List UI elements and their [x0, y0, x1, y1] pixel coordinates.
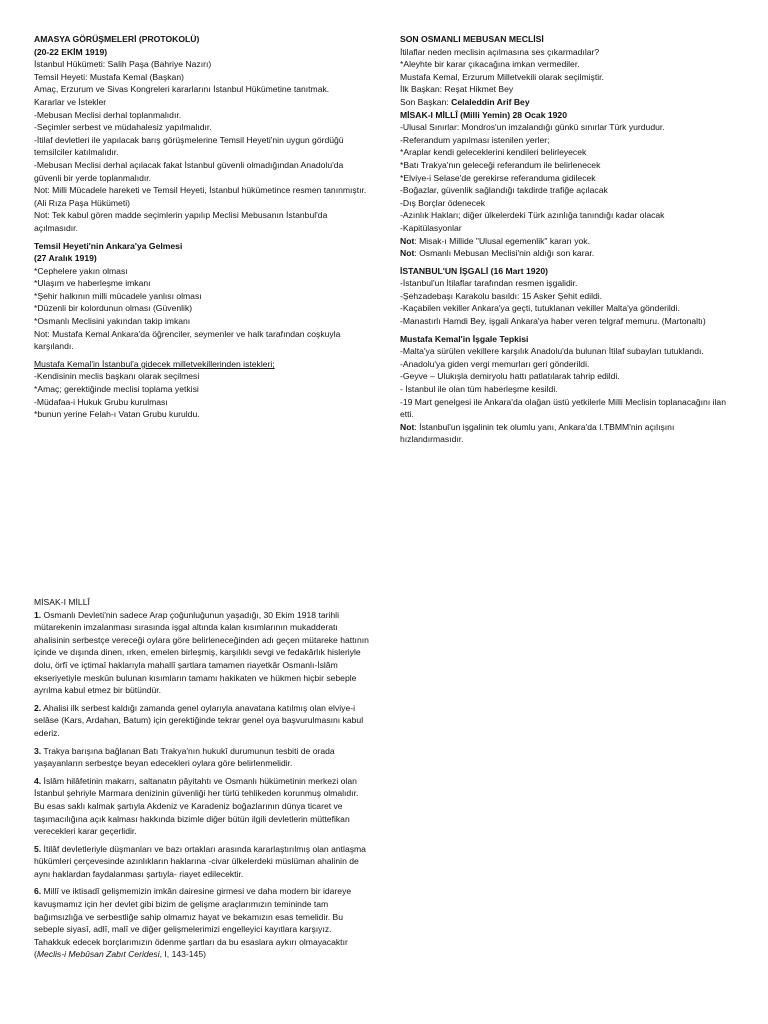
amasya-line: Kararlar ve İstekler	[34, 96, 107, 107]
misak-yemin-note	[400, 247, 740, 260]
article-number: 4.	[34, 775, 42, 786]
misak-article	[34, 775, 370, 838]
misak-yemin-line: -Kapitülasyonlar	[400, 222, 462, 233]
istekler-line: -Kendisinin meclis başkanı olarak seçilmesi	[34, 371, 200, 382]
misak-article	[34, 843, 370, 881]
temsil-line: *Şehir halkının milli mücadele yanlısı olması	[34, 290, 202, 301]
article-text: İtilâf devletleriyle düşmanları ve bazı ortakları arasında kararlaştırılmış olan antlaşma hükümleri çerçevesinde azınlıkların haklarına -civar ülkelerdeki müslüman ahalinin de aynı haklardan faydalanması şartıyla- riayet edilecektir.	[34, 843, 366, 879]
misak-yemin-line: -Referandum yapılması istenilen yerler;	[400, 134, 550, 145]
amasya-line: -Mebusan Meclisi derhal toplanmalıdır.	[34, 109, 182, 120]
tepki-title: Mustafa Kemal'in İşgale Tepkisi	[400, 333, 529, 344]
temsil-line: *Osmanlı Meclisini yakından takip imkanı	[34, 316, 191, 327]
amasya-date: (20-22 EKİM 1919)	[34, 46, 108, 57]
amasya-title: AMASYA GÖRÜŞMELERİ (PROTOKOLÜ)	[34, 34, 200, 44]
misak-text-title: MİSAK-I MİLLÎ	[34, 597, 90, 607]
meclis-last-name: Celaleddin Arif Bey	[451, 96, 530, 107]
article-number: 1.	[34, 609, 42, 620]
amasya-line: -İtilaf devletleri ile yapılacak barış görüşmelerine Temsil Heyeti'nin uygun gördüğü temsilciler katılmalıdır.	[34, 134, 344, 158]
isgal-line: -Şehzadebaşı Karakolu basıldı: 15 Asker Şehit edildi.	[400, 290, 603, 301]
article-number: 5.	[34, 843, 42, 854]
misak-article	[34, 702, 370, 740]
misak-yemin-line: *Batı Trakya'nın geleceği referandum ile belirlenecek	[400, 159, 601, 170]
meclis-last-prefix: Son Başkan:	[400, 96, 452, 107]
temsil-line: *Düzenli bir kolordunun olması (Güvenlik)	[34, 303, 193, 314]
misak-yemin-line: -Boğazlar, güvenlik sağlandığı takdirde trafiğe açılacak	[400, 185, 608, 196]
article-number: 2.	[34, 702, 42, 713]
misak-text-section	[34, 596, 370, 966]
misak-article	[34, 745, 370, 770]
istekler-title: Mustafa Kemal'in İstanbul'a gidecek milletvekillerinden istekleri;	[34, 358, 275, 369]
tepki-line: -Geyve – Ulukışla demiryolu hattı patlatılarak tahrip edildi.	[400, 371, 620, 382]
tepki-line: -19 Mart genelgesi ile Ankara'da olağan üstü yetkilerle Milli Meclisin toplanacağını ilan etti.	[400, 396, 726, 420]
tepki-section	[400, 333, 740, 446]
misak-yemin-title: MİSAK-I MİLLÎ (Milli Yemin) 28 Ocak 1920	[400, 109, 567, 120]
istekler-line: *bunun yerine Felah-ı Vatan Grubu kuruldu.	[34, 409, 200, 420]
istekler-line: -Müdafaa-i Hukuk Grubu kurulması	[34, 396, 168, 407]
istekler-line: *Amaç; gerektiğinde meclisi toplama yetkisi	[34, 384, 199, 395]
amasya-line: Temsil Heyeti: Mustafa Kemal (Başkan)	[34, 71, 184, 82]
note-text: : İstanbul'un işgalinin tek olumlu yanı, Ankara'da I.TBMM'nin açılışını hızlandırmasıdır.	[400, 421, 675, 445]
isgal-title: İSTANBUL'UN İŞGALİ (16 Mart 1920)	[400, 265, 549, 276]
temsil-line: Not: Mustafa Kemal Ankara'da öğrenciler, seymenler ve halk tarafından coşkuyla karşılandı.	[34, 328, 341, 352]
misak-yemin-line: -Azınlık Hakları; diğer ülkelerdeki Türk azınlığa tanındığı kadar olacak	[400, 210, 665, 221]
note-label: Not	[400, 421, 415, 432]
misak-yemin-line: -Dış Borçlar ödenecek	[400, 197, 486, 208]
meclis-title: SON OSMANLI MEBUSAN MECLİSİ	[400, 34, 544, 44]
amasya-line: Not: Milli Mücadele hareketi ve Temsil Heyeti, İstanbul hükümetince resmen tanınmıştır.	[34, 185, 367, 196]
source-rest: , I, 143-145)	[159, 949, 206, 960]
article-text: Ahalisi ilk serbest kaldığı zamanda genel oylarıyla anavatana katılmış olan elviye-i selâse (Kars, Ardahan, Batum) için gerektiğinde tekrar genel oya başvurulmasını kabul ederiz.	[34, 702, 364, 738]
article-number: 6.	[34, 886, 42, 897]
amasya-line: Not: Tek kabul gören madde seçimlerin yapılıp Meclisi Mebusanın İstanbul'da açılmasıdır.	[34, 210, 328, 233]
isgal-section	[400, 265, 740, 328]
amasya-line: Amaç, Erzurum ve Sivas Kongreleri kararlarını İstanbul Hükümetine tanıtmak.	[34, 84, 330, 95]
isgal-line: -İstanbul'un İtilaflar tarafından resmen işgalidir.	[400, 278, 578, 289]
article-text: İslâm hilâfetinin makarrı, saltanatın pâyitahtı ve Osmanlı hükümetinin merkezi olan İstanbul şehriyle Marmara denizinin güvenliği her türlü tehlikeden korunmuş olmalıdır. Bu esas saklı kalmak şartıyla Akdeniz ve Karadeniz boğazlarının dünya ticaret ve taşımacılığına açık kalması hakkında bizimle diğer bütün ilgili devletlerin müttefikan verecekleri karar geçerlidir.	[34, 775, 359, 837]
isgal-line: -Kaçabilen vekiller Ankara'ya geçti, tutuklanan vekiller Malta'ya gönderildi.	[400, 303, 680, 314]
amasya-line: (Ali Rıza Paşa Hükümeti)	[34, 197, 130, 208]
tepki-line: - İstanbul ile olan tüm haberleşme kesildi.	[400, 384, 558, 395]
source-open: (	[34, 949, 37, 960]
article-text: Osmanlı Devleti'nin sadece Arap çoğunluğunun yaşadığı, 30 Ekim 1918 tarihli mütarekenin imzalanması sırasında işgal altında kalan kısımlarının mukadderatı ahalisinin serbestçe vereceği oylara göre belirleneceğinden adı geçen mütareke hattının içinde ve dışında dinen, ırken, emelen birleşmiş, karşılıklı sevgi ve fedakârlık hisleriyle dolu, örfî ve içtimaî haklarıyla mahallî şartlara tamamen riayetkâr Osmanlı-İslâm ekseriyetiyle meskûn bulunan kısımların tamamı hakikaten ve hükmen hiçbir sebeple ayrılma kabul etmez bir bütündür.	[34, 609, 369, 696]
tepki-note	[400, 421, 740, 446]
meclis-last-president	[400, 96, 740, 109]
left-column	[34, 33, 370, 421]
misak-article	[34, 885, 370, 961]
article-number: 3.	[34, 745, 42, 756]
misak-yemin-section	[400, 109, 740, 260]
amasya-section	[34, 33, 370, 235]
note-text: : Osmanlı Mebusan Meclisi'nin aldığı son karar.	[414, 248, 595, 259]
misak-yemin-line: *Araplar kendi geleceklerini kendileri belirleyecek	[400, 147, 587, 158]
tepki-line: -Anadolu'ya giden vergi memurları geri gönderildi.	[400, 358, 590, 369]
misak-yemin-note	[400, 235, 740, 248]
amasya-line: -Seçimler serbest ve müdahalesiz yapılmalıdır.	[34, 122, 212, 133]
temsil-line: *Ulaşım ve haberleşme imkanı	[34, 278, 151, 289]
article-text: Trakya barışına bağlanan Batı Trakya'nın hukukî durumunun tesbiti de orada yaşayanların serbestçe beyan edecekleri oylara göre belirlenmelidir.	[34, 745, 335, 769]
note-label: Not	[400, 235, 415, 246]
note-text: : Misak-ı Millide "Ulusal egemenlik" kararı yok.	[414, 235, 590, 246]
meclis-line: İlk Başkan: Reşat Hikmet Bey	[400, 84, 514, 95]
temsil-line: *Cephelere yakın olması	[34, 265, 128, 276]
temsil-section	[34, 240, 370, 353]
tepki-line: -Malta'ya sürülen vekillere karşılık Anadolu'da bulunan İtilaf subayları tutuklandı.	[400, 346, 704, 357]
istekler-section	[34, 358, 370, 421]
temsil-title: Temsil Heyeti'nin Ankara'ya Gelmesi	[34, 240, 183, 251]
misak-yemin-line: *Elviye-i Selase'de gerekirse referanduma gidilecek	[400, 172, 596, 183]
right-column	[400, 33, 740, 446]
amasya-line: -Mebusan Meclisi derhal açılacak fakat İstanbul güvenli olmadığından Anadolu'da güvenli bir yerde toplanmalıdır.	[34, 159, 344, 183]
misak-article	[34, 609, 370, 697]
temsil-date: (27 Aralık 1919)	[34, 253, 97, 264]
source-title: Meclis-i Mebûsan Zabıt Ceridesi	[36, 949, 160, 960]
meclis-section	[400, 33, 740, 109]
meclis-line: İtilaflar neden meclisin açılmasına ses çıkarmadılar?	[400, 46, 600, 57]
isgal-line: -Manastırlı Hamdi Bey, işgali Ankara'ya haber veren telgraf memuru. (Martonaltı)	[400, 316, 706, 327]
misak-yemin-line: -Ulusal Sınırlar: Mondros'un imzalandığı günkü sınırlar Türk yurdudur.	[400, 122, 665, 133]
meclis-line: *Aleyhte bir karar çıkacağına imkan vermediler.	[400, 59, 580, 70]
note-label: Not	[400, 248, 415, 259]
meclis-line: Mustafa Kemal, Erzurum Milletvekili olarak seçilmiştir.	[400, 71, 604, 82]
article-text: Millî ve iktisadî gelişmemizin imkân dairesine girmesi ve daha modern bir idareye kavuşmamız için her devlet gibi bizim de gelişme araçlarımızın temininde tam bağımsızlığa ve serbestliğe sahip olmamız hayat ve bekamızın esas temelidir. Bu sebeple siyasî, adlî, malî ve diğer gelişmelerimizi engelleyici kayıtlara karşıyız. Tahakkuk edecek borçlarımızın ödenme şartları da bu esaslara aykırı olmayacaktır	[34, 886, 352, 947]
amasya-line: İstanbul Hükümeti: Salih Paşa (Bahriye Nazırı)	[34, 59, 212, 70]
